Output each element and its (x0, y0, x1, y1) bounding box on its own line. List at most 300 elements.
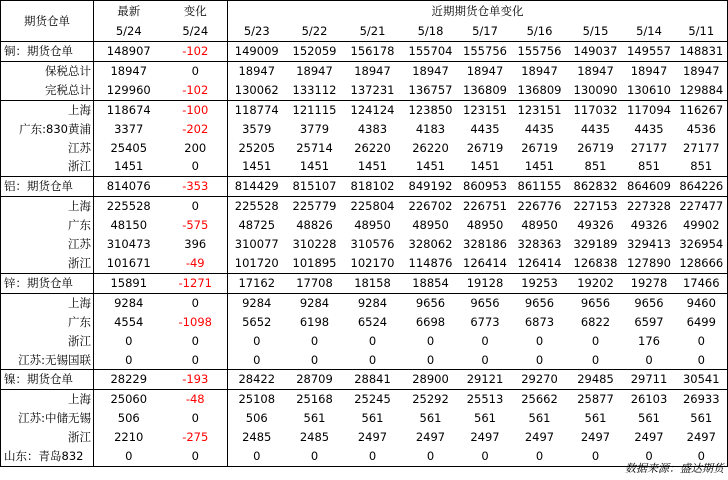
change-value: 0 (164, 157, 228, 176)
history-value: 561 (361, 411, 384, 426)
change-value: 0 (164, 351, 228, 370)
history-value: 26220 (412, 140, 449, 155)
table-row (1, 332, 728, 351)
history-value: 27177 (676, 139, 728, 158)
change-value: -353 (164, 177, 228, 197)
history-value: 123151 (460, 100, 511, 119)
history-value: 29485 (569, 370, 623, 390)
latest-value: 4554 (114, 314, 144, 329)
date-cell: 5/18 (402, 21, 460, 42)
history-value: 0 (368, 352, 377, 367)
history-value: 9284 (286, 293, 344, 312)
change-value: 0 (164, 293, 228, 312)
change-value: 200 (164, 139, 228, 158)
latest-value: 129960 (106, 82, 151, 97)
history-value: 101895 (292, 255, 337, 270)
history-value: 6822 (580, 314, 611, 329)
history-value: 130610 (627, 82, 671, 97)
history-value: 5652 (242, 314, 272, 329)
history-value: 18947 (344, 61, 402, 80)
history-value: 136757 (408, 82, 453, 97)
change-value: 0 (164, 61, 228, 80)
history-value: 0 (460, 447, 511, 466)
history-value: 0 (535, 333, 544, 348)
history-value: 561 (676, 409, 728, 428)
history-value: 561 (474, 411, 496, 426)
latest-value: 0 (125, 352, 133, 367)
row-label: 江苏 (1, 235, 94, 254)
history-value: 818102 (344, 177, 402, 197)
history-value: 329189 (573, 237, 618, 252)
date-cell: 5/23 (228, 21, 286, 42)
history-value: 9656 (402, 293, 460, 312)
row-label: 广东 (1, 313, 94, 332)
change-value: -102 (164, 42, 228, 62)
history-value: 25877 (569, 390, 623, 409)
history-value: 4435 (470, 121, 500, 136)
history-value: 9460 (676, 293, 728, 312)
history-value: 19278 (623, 273, 676, 293)
history-value: 25714 (296, 140, 333, 155)
date-row (1, 21, 728, 42)
date-cell: 5/15 (569, 21, 623, 42)
history-value: 155756 (511, 42, 569, 62)
history-value: 148831 (676, 42, 728, 62)
history-value: 155704 (402, 42, 460, 62)
row-label: 完税总计 (1, 81, 94, 100)
history-value: 114876 (408, 255, 453, 270)
latest-value: 3377 (114, 121, 144, 136)
history-value: 6773 (470, 314, 500, 329)
table-row (1, 254, 728, 273)
header-row (1, 1, 728, 22)
history-value: 130090 (573, 82, 618, 97)
history-value: 19128 (460, 273, 511, 293)
data-source-note: 数据来源：盛达期货 (625, 462, 724, 475)
history-value: 2497 (415, 430, 446, 445)
history-value: 123151 (511, 100, 569, 119)
history-value: 25168 (286, 390, 344, 409)
change-value: -193 (164, 370, 228, 390)
row-label: 山东：青岛832 (1, 447, 94, 466)
history-value: 124124 (344, 100, 402, 119)
history-value: 2497 (676, 428, 728, 447)
history-value: 310077 (234, 237, 279, 252)
latest-value: 118674 (94, 100, 164, 119)
row-label: 上海 (1, 293, 94, 312)
history-value: 561 (638, 411, 660, 426)
change-value: -49 (164, 254, 228, 273)
row-label: 浙江 (1, 254, 94, 273)
latest-value: 25405 (110, 140, 148, 155)
table-row (1, 409, 728, 428)
history-value: 227328 (623, 197, 676, 216)
history-value: 18947 (228, 61, 286, 80)
history-value: 0 (426, 333, 435, 348)
history-value: 4435 (634, 121, 664, 136)
history-value: 4183 (415, 121, 446, 136)
history-value: 0 (344, 447, 402, 466)
history-value: 0 (310, 333, 319, 348)
history-value: 156178 (344, 42, 402, 62)
row-label: 广东:830黄浦 (1, 120, 94, 139)
history-value: 0 (676, 332, 728, 351)
history-value: 18947 (676, 61, 728, 80)
history-value: 18947 (623, 61, 676, 80)
history-value: 851 (638, 159, 660, 174)
latest-value: 225528 (94, 197, 164, 216)
history-value: 226776 (511, 197, 569, 216)
history-value: 3579 (242, 121, 272, 136)
history-value: 329413 (627, 237, 671, 252)
history-value: 225804 (344, 197, 402, 216)
history-value: 1451 (415, 159, 446, 174)
history-value: 26220 (354, 140, 391, 155)
history-value: 0 (402, 447, 460, 466)
history-value: 0 (676, 447, 728, 466)
history-value: 0 (253, 333, 261, 348)
history-value: 4536 (676, 120, 728, 139)
history-value: 815107 (286, 177, 344, 197)
history-value: 326954 (676, 235, 728, 254)
history-value: 0 (310, 352, 319, 367)
history-value: 17708 (286, 273, 344, 293)
change-value: 0 (164, 409, 228, 428)
row-label: 广东 (1, 216, 94, 235)
history-value: 561 (303, 411, 326, 426)
table-row (1, 100, 728, 119)
history-value: 862832 (569, 177, 623, 197)
history-value: 25662 (511, 390, 569, 409)
history-value: 26719 (466, 140, 504, 155)
table-row (1, 313, 728, 332)
history-value: 25513 (460, 390, 511, 409)
history-value: 48950 (466, 218, 504, 233)
table-row (1, 81, 728, 100)
history-value: 101720 (234, 255, 279, 270)
table-row (1, 197, 728, 216)
table-row (1, 42, 728, 62)
change-value: -1098 (164, 313, 228, 332)
date-cell: 5/16 (511, 21, 569, 42)
history-value: 17162 (228, 273, 286, 293)
change-value: -102 (164, 81, 228, 100)
history-value: 9656 (460, 293, 511, 312)
row-label: 江苏:无锡国联 (1, 351, 94, 370)
history-value: 18947 (286, 61, 344, 80)
history-value: 6499 (676, 313, 728, 332)
history-value: 506 (245, 411, 268, 426)
latest-value: 1451 (114, 159, 144, 174)
history-value: 48950 (354, 218, 391, 233)
row-label: 保税总计 (1, 61, 94, 80)
history-value: 0 (368, 333, 377, 348)
date-cell: 5/14 (623, 21, 676, 42)
history-value: 18854 (402, 273, 460, 293)
history-value: 1451 (299, 159, 330, 174)
history-value: 864609 (623, 177, 676, 197)
history-value: 48950 (521, 218, 558, 233)
history-value: 18947 (511, 61, 569, 80)
history-value: 328062 (408, 237, 453, 252)
table-row (1, 447, 728, 466)
change-value: -100 (164, 100, 228, 119)
history-value: 6524 (357, 314, 388, 329)
history-value: 26933 (676, 390, 728, 409)
history-value: 29121 (460, 370, 511, 390)
history-value: 27177 (630, 140, 668, 155)
table-row (1, 273, 728, 293)
history-value: 227477 (676, 197, 728, 216)
change-value: 0 (164, 332, 228, 351)
row-label: 上海 (1, 197, 94, 216)
latest-value: 9284 (94, 293, 164, 312)
history-value: 133112 (292, 82, 337, 97)
date-cell: 5/22 (286, 21, 344, 42)
history-value: 328363 (517, 237, 562, 252)
history-value: 225528 (228, 197, 286, 216)
history-value: 18158 (344, 273, 402, 293)
history-value: 18947 (402, 61, 460, 80)
row-label: 锌：期货仓单 (1, 273, 94, 293)
history-value: 49902 (676, 216, 728, 235)
latest-value: 310473 (106, 237, 151, 252)
history-value: 9284 (344, 293, 402, 312)
table-row (1, 120, 728, 139)
history-value: 226751 (460, 197, 511, 216)
latest-value: 148907 (94, 42, 164, 62)
history-value: 328186 (463, 237, 507, 252)
latest-value: 506 (117, 411, 140, 426)
history-value: 225779 (286, 197, 344, 216)
table-row (1, 177, 728, 197)
history-value: 136809 (517, 82, 562, 97)
history-value: 0 (481, 352, 489, 367)
history-value: 29711 (623, 370, 676, 390)
row-label: 镍：期货仓单 (1, 370, 94, 390)
history-value: 26103 (623, 390, 676, 409)
history-value: 121115 (286, 100, 344, 119)
row-label: 江苏:中储无锡 (1, 409, 94, 428)
history-value: 25108 (228, 390, 286, 409)
history-value: 149557 (623, 42, 676, 62)
table-row (1, 428, 728, 447)
table-body (1, 42, 728, 467)
row-label: 上海 (1, 390, 94, 409)
history-value: 3779 (299, 121, 330, 136)
row-label: 铜：期货仓单 (1, 42, 94, 62)
history-value: 127890 (627, 255, 671, 270)
row-label: 铝：期货仓单 (1, 177, 94, 197)
table-row (1, 390, 728, 409)
history-value: 310576 (350, 237, 395, 252)
history-value: 0 (481, 333, 489, 348)
history-value: 0 (676, 351, 728, 370)
date-cell: 5/21 (344, 21, 402, 42)
history-value: 1451 (357, 159, 388, 174)
history-value: 0 (511, 447, 569, 466)
history-value: 561 (584, 411, 607, 426)
history-value: 0 (426, 352, 435, 367)
date-change: 5/24 (164, 21, 228, 42)
history-value: 25245 (344, 390, 402, 409)
date-cell: 5/17 (460, 21, 511, 42)
history-value: 136809 (463, 82, 507, 97)
history-value: 49326 (630, 218, 668, 233)
history-value: 28709 (286, 370, 344, 390)
date-cell: 5/11 (676, 21, 728, 42)
history-value: 18947 (460, 61, 511, 80)
change-value: -48 (164, 390, 228, 409)
change-value: 0 (164, 447, 228, 466)
latest-value: 101671 (106, 255, 151, 270)
history-value: 2497 (470, 430, 500, 445)
history-value: 2497 (524, 430, 555, 445)
history-value: 0 (591, 352, 600, 367)
history-value: 137231 (350, 82, 395, 97)
history-value: 48950 (412, 218, 449, 233)
latest-value: 814076 (94, 177, 164, 197)
history-value: 25205 (238, 140, 276, 155)
history-value: 30541 (676, 370, 728, 390)
latest-value: 2210 (114, 430, 144, 445)
history-value: 152059 (286, 42, 344, 62)
row-label: 浙江 (1, 428, 94, 447)
history-value: 851 (676, 157, 728, 176)
history-value: 117094 (623, 100, 676, 119)
table-row (1, 61, 728, 80)
history-value: 864226 (676, 177, 728, 197)
latest-value: 28229 (94, 370, 164, 390)
date-latest: 5/24 (94, 21, 164, 42)
history-value: 561 (528, 411, 551, 426)
history-value: 227153 (569, 197, 623, 216)
change-value: -575 (164, 216, 228, 235)
row-label: 江苏 (1, 139, 94, 158)
history-value: 126414 (463, 255, 507, 270)
latest-value: 0 (94, 447, 164, 466)
history-value: 2497 (634, 430, 664, 445)
history-value: 26719 (577, 140, 614, 155)
history-value: 1451 (470, 159, 500, 174)
latest-value: 0 (125, 333, 133, 348)
history-value: 155756 (460, 42, 511, 62)
history-value: 28900 (402, 370, 460, 390)
history-value: 0 (253, 352, 261, 367)
latest-value: 48150 (110, 218, 148, 233)
history-value: 4435 (524, 121, 555, 136)
history-value: 129884 (676, 81, 728, 100)
change-header: 变化 (164, 1, 228, 22)
history-value: 19202 (569, 273, 623, 293)
history-value: 1451 (242, 159, 272, 174)
history-value: 4435 (580, 121, 611, 136)
history-value: 2485 (299, 430, 330, 445)
history-value: 9656 (623, 293, 676, 312)
history-value: 6198 (299, 314, 330, 329)
history-value: 6873 (524, 314, 555, 329)
history-value: 849192 (402, 177, 460, 197)
row-label: 上海 (1, 100, 94, 119)
latest-value: 18947 (94, 61, 164, 80)
history-value: 6698 (415, 314, 446, 329)
history-value: 118774 (228, 100, 286, 119)
latest-value: 25060 (94, 390, 164, 409)
history-value: 19253 (511, 273, 569, 293)
history-value: 814429 (228, 177, 286, 197)
history-value: 226702 (402, 197, 460, 216)
history-value: 9656 (569, 293, 623, 312)
history-value: 128666 (676, 254, 728, 273)
change-value: -202 (164, 120, 228, 139)
table-row (1, 293, 728, 312)
history-value: 851 (584, 159, 607, 174)
history-value: 116267 (676, 100, 728, 119)
history-value: 0 (228, 447, 286, 466)
history-value: 860953 (460, 177, 511, 197)
history-value: 9284 (228, 293, 286, 312)
history-value: 123850 (402, 100, 460, 119)
row-label: 浙江 (1, 332, 94, 351)
change-value: 396 (164, 235, 228, 254)
change-value: 0 (164, 197, 228, 216)
latest-header: 最新 (94, 1, 164, 22)
history-value: 0 (286, 447, 344, 466)
change-value: -275 (164, 428, 228, 447)
history-value: 861155 (511, 177, 569, 197)
table-row (1, 157, 728, 176)
history-value: 149037 (569, 42, 623, 62)
history-value: 17466 (676, 273, 728, 293)
latest-value: 15891 (94, 273, 164, 293)
history-value: 2497 (357, 430, 388, 445)
history-value: 4383 (357, 121, 388, 136)
history-value: 117032 (569, 100, 623, 119)
history-value: 2485 (242, 430, 272, 445)
history-value: 0 (591, 333, 600, 348)
label-header: 期货仓单 (1, 1, 94, 42)
history-value: 149009 (228, 42, 286, 62)
history-value: 126414 (517, 255, 562, 270)
history-value: 1451 (524, 159, 555, 174)
history-value: 0 (623, 447, 676, 466)
row-label: 浙江 (1, 157, 94, 176)
recent-change-header: 近期期货仓单变化 (228, 1, 728, 22)
history-value: 176 (638, 333, 660, 348)
table-row (1, 235, 728, 254)
history-value: 0 (645, 352, 653, 367)
change-value: -1271 (164, 273, 228, 293)
history-value: 25292 (402, 390, 460, 409)
table-row (1, 370, 728, 390)
history-value: 0 (569, 447, 623, 466)
history-value: 9656 (511, 293, 569, 312)
history-value: 102170 (350, 255, 395, 270)
history-value: 18947 (569, 61, 623, 80)
history-value: 310228 (292, 237, 337, 252)
history-value: 29270 (511, 370, 569, 390)
history-value: 126838 (573, 255, 618, 270)
history-value: 26719 (521, 140, 558, 155)
table-row (1, 216, 728, 235)
history-value: 48725 (238, 218, 276, 233)
history-value: 6597 (634, 314, 664, 329)
history-value: 0 (535, 352, 544, 367)
history-value: 28422 (228, 370, 286, 390)
table-row (1, 351, 728, 370)
history-value: 28841 (344, 370, 402, 390)
history-value: 2497 (580, 430, 611, 445)
